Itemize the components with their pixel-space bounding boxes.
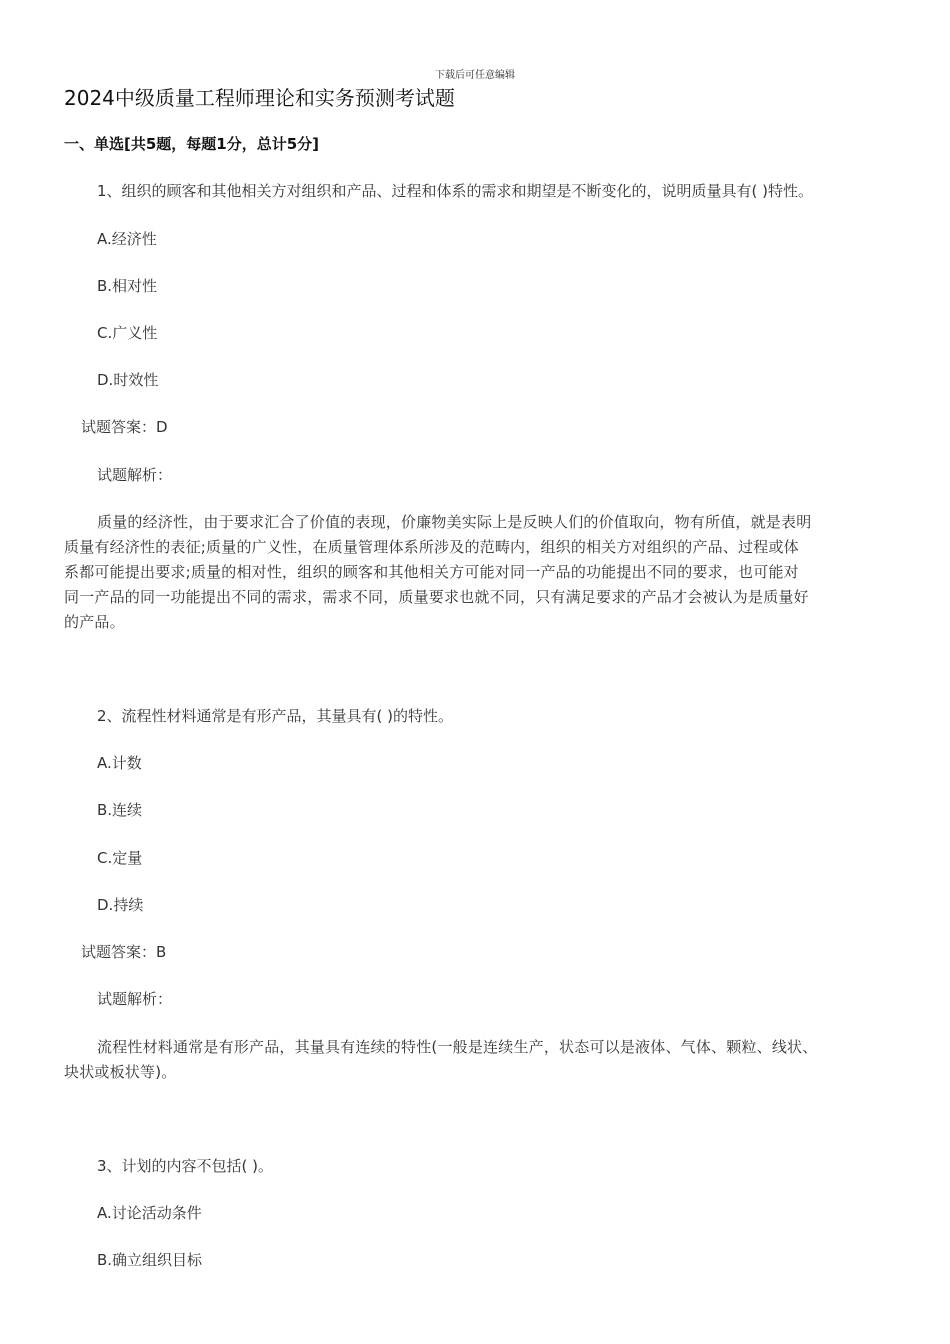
question-1-analysis-line: 系都可能提出要求;质量的相对性，组织的顾客和其他相关方可能对同一产品的功能提出不同的要求，也可能对 (64, 563, 799, 581)
question-1-option-a: A.经济性 (97, 230, 157, 248)
question-2-stem: 2、流程性材料通常是有形产品，其量具有( )的特性。 (97, 707, 454, 725)
question-2-option-d: D.持续 (97, 896, 144, 914)
section-title: 一、单选[共5题，每题1分，总计5分] (64, 135, 320, 153)
question-2-analysis-label: 试题解析： (97, 990, 173, 1008)
question-1-answer: 试题答案：D (81, 418, 168, 436)
question-1-analysis-label: 试题解析： (97, 466, 173, 484)
question-2-option-b: B.连续 (97, 801, 143, 819)
question-1-analysis-line: 同一产品的同一功能提出不同的需求，需求不同，质量要求也就不同，只有满足要求的产品才会被认为是质量好 (64, 588, 809, 606)
question-1-analysis-line: 质量的经济性，由于要求汇合了价值的表现，价廉物美实际上是反映人们的价值取向，物有所值，就是表明 (97, 513, 812, 531)
question-1-option-c: C.广义性 (97, 324, 158, 342)
question-1-option-d: D.时效性 (97, 371, 159, 389)
question-3-option-b: B.确立组织目标 (97, 1251, 203, 1269)
document-title: 2024中级质量工程师理论和实务预测考试题 (64, 86, 455, 110)
question-1-stem: 1、组织的顾客和其他相关方对组织和产品、过程和体系的需求和期望是不断变化的，说明质量具有( )特性。 (97, 182, 814, 200)
question-3-stem: 3、计划的内容不包括( )。 (97, 1157, 274, 1175)
question-1-analysis-line: 的产品。 (64, 613, 125, 631)
question-2-answer: 试题答案：B (81, 943, 167, 961)
question-2-analysis-line: 流程性材料通常是有形产品，其量具有连续的特性(一般是连续生产，状态可以是液体、气体、颗粒、线状、 (97, 1038, 818, 1056)
question-2-option-c: C.定量 (97, 849, 143, 867)
header-note: 下载后可任意编辑 (435, 70, 515, 81)
question-1-analysis-line: 质量有经济性的表征;质量的广义性，在质量管理体系所涉及的范畴内，组织的相关方对组织的产品、过程或体 (64, 538, 799, 556)
question-1-option-b: B.相对性 (97, 277, 158, 295)
question-2-analysis-line: 块状或板状等)。 (64, 1063, 177, 1081)
question-2-option-a: A.计数 (97, 754, 142, 772)
question-3-option-a: A.讨论活动条件 (97, 1204, 202, 1222)
